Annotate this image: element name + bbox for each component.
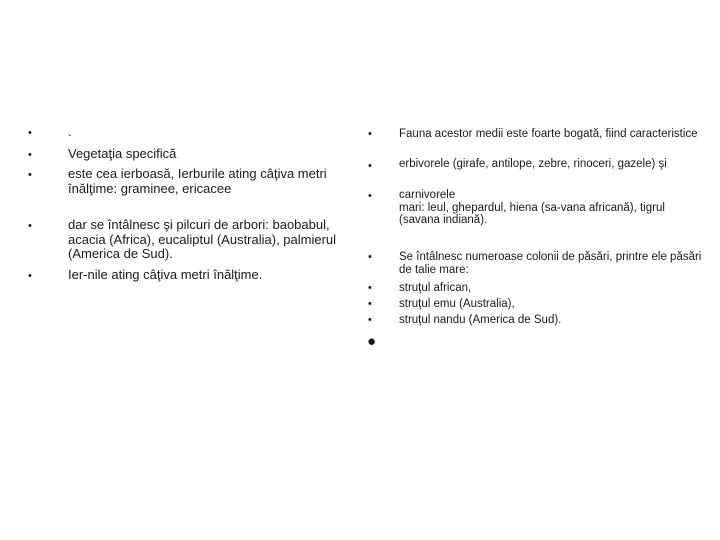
bullet-icon: • <box>28 127 32 139</box>
left-bullet-list <box>28 122 358 302</box>
bullet-icon: • <box>368 128 372 140</box>
bullet-icon: • <box>28 220 32 232</box>
bullet-icon: • <box>28 169 32 181</box>
list-item: erbivorele (girafe, antilope, zebre, rinoceri, gazele) şi <box>399 158 667 170</box>
bullet-icon: • <box>368 314 372 326</box>
bullet-icon: • <box>368 190 372 202</box>
bullet-icon: • <box>368 282 372 294</box>
list-item: Se întâlnesc numeroase colonii de păsări, printre ele păsări de talie mare: <box>399 251 702 276</box>
bullet-icon: • <box>368 160 372 172</box>
bullet-icon: • <box>368 251 372 263</box>
list-item: Ier-nile ating câţiva metri înălţime. <box>68 267 263 282</box>
list-item: este cea ierboasă, Ierburile ating câţiva metri înălţime: graminee, ericacee <box>68 166 327 196</box>
list-item: Vegetaţia specifică <box>68 146 177 161</box>
bullet-icon: • <box>368 298 372 310</box>
list-item: Fauna acestor medii este foarte bogată, fiind caracteristice <box>399 128 698 140</box>
list-item: struţul emu (Australia), <box>399 298 515 310</box>
right-bullet-list <box>368 126 713 356</box>
list-item: . <box>68 124 72 139</box>
list-item: struţul nandu (America de Sud). <box>399 314 562 326</box>
bullet-icon: • <box>28 270 32 282</box>
bullet-icon: • <box>28 149 32 161</box>
list-item: dar se întâlnesc şi pilcuri de arbori: baobabul, acacia (Africa), eucaliptul (Australia), palmierul (America de Sud). <box>68 217 337 261</box>
list-item: carnivorele mari: leul, ghepardul, hiena (sa-vana africană), tigrul (savana indiană). <box>399 189 665 226</box>
list-item: struţul african, <box>399 282 472 294</box>
empty-bullet-icon: ● <box>367 333 377 350</box>
